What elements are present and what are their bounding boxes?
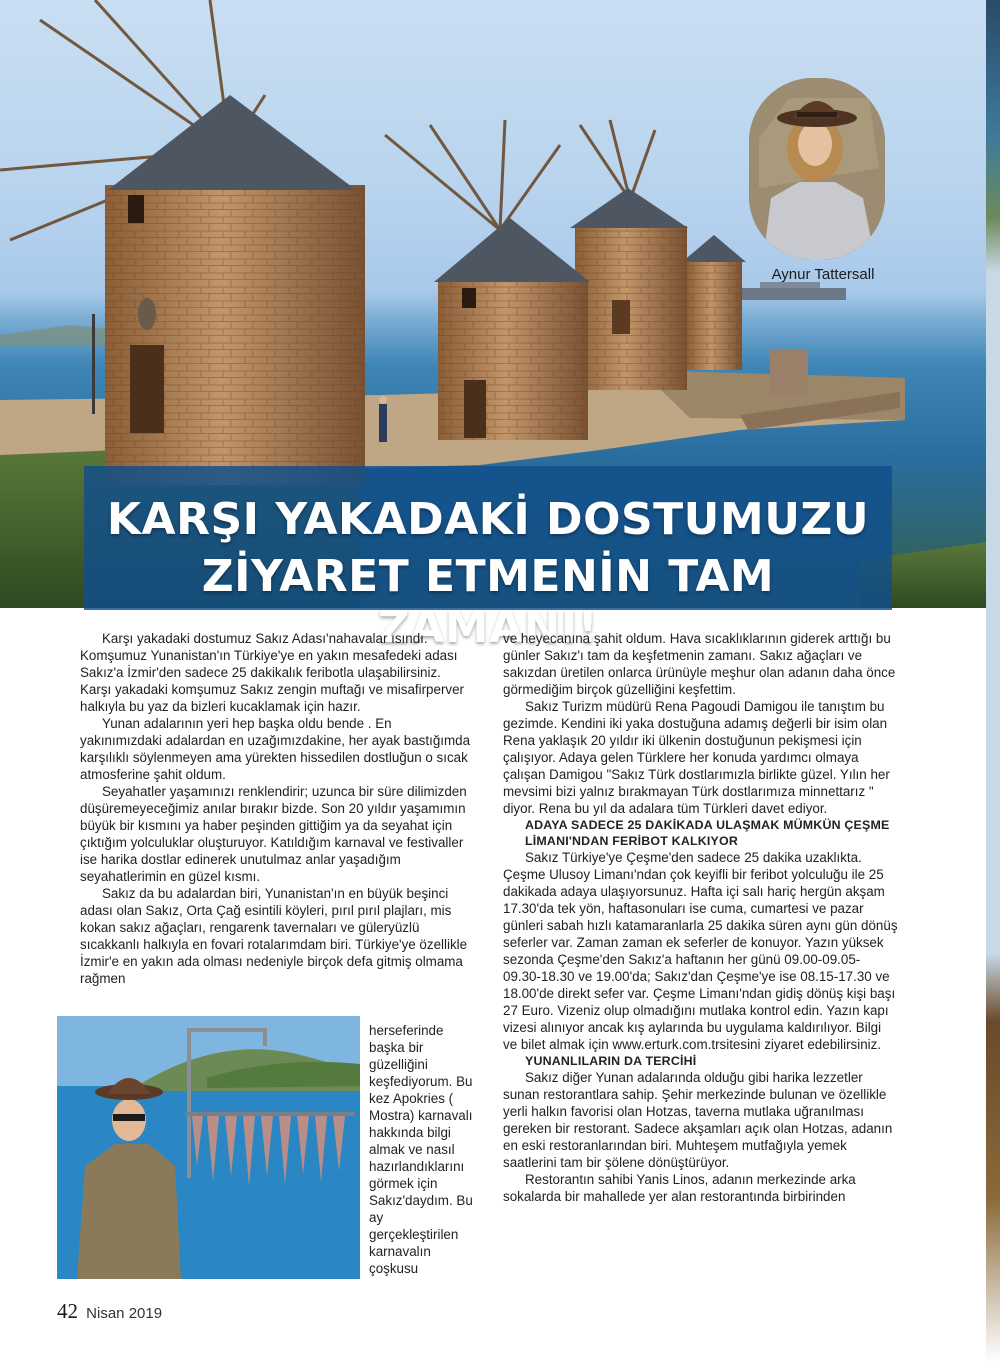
- author-name: Aynur Tattersall: [771, 266, 875, 283]
- paragraph: Seyahatler yaşamınızı renklendirir; uzunca bir süre dilimizden düşüremeyeceğimiz anılar bırakır bizde. Son 20 yıldır yaşamımın büyük bir kısmını ya haber peşinden gittiğim ya da seyahat için çıktığım yolculuklar oluşturuyor. Katıldığım karnaval ve festivaller ise harika dostlar edinerek unutulmaz anlar yaşadığım seyahatlerimin en güzel kısmı.: [80, 784, 467, 884]
- section-heading: YUNANLILARIN DA TERCİHİ: [525, 1054, 697, 1068]
- paragraph: Sakız diğer Yunan adalarında olduğu gibi harika lezzetler sunan restorantlara sahip. Şehir merkezinde bulunan ve özellikle yerli halkın favorisi olan Hotzas, taverna mutlaka uğranılması gereken bir restorant. Sadece akşamları açık olan Hotzas, adanın en eski restoranlarından biri. Muhteşem mutfağıyla yemek saatlerini tam bir şölene dönüştürüyor.: [503, 1070, 893, 1170]
- article-column-1: [80, 630, 475, 987]
- author-octopus-photo: [57, 1016, 360, 1279]
- article-column-2: [503, 630, 898, 1205]
- page-footer: [57, 1299, 162, 1324]
- paragraph: Restorantın sahibi Yanis Linos, adanın merkezinde arka sokalarda bir mahallede yer alan restorantında birbirinden: [503, 1172, 856, 1204]
- paragraph: herseferinde başka bir güzelliğini keşfediyorum. Bu kez Apokries ( Mostra) karnavalı hakkında bilgi almak ve nasıl hazırlandıklarını görmek için Sakız'daydım. Bu ay gerçekleştirilen karnavalın çoşkusu: [369, 1023, 473, 1276]
- paragraph: ve heyecanına şahit oldum. Hava sıcaklıklarının giderek arttığı bu günler Sakız'ı tam da keşfetmenin zamanı. Sakız ağaçları ve sakızdan üretilen onlarca ürünüyle meşhur olan adanın daha önce görmediğim birçok güzelliğini keşfettim.: [503, 631, 896, 697]
- paragraph: Karşı yakadaki dostumuz Sakız Adası'nahavalar ısındı. Komşumuz Yunanistan'ın Türkiye'ye en yakın mesafedeki adası Sakız'a İzmir'den sadece 25 dakikalık feribotla ulaşabilirsiniz. Karşı yakadaki komşumuz Sakız zengin muftağı ve misafirperver halkıyla bu yaz da bizleri kucaklamak için hazır.: [80, 631, 465, 714]
- wrap-text: [369, 1022, 475, 1277]
- adjacent-page-edge: [986, 0, 1000, 1362]
- author-portrait: [749, 78, 885, 260]
- paragraph: Sakız Türkiye'ye Çeşme'den sadece 25 dakika uzaklıkta. Çeşme Ulusoy Limanı'ndan çok keyifli bir feribot yolculuğu ile 25 dakikada adaya ulaşıyorsunuz. Hafta içi salı hariç hergün akşam 17.30'da tek yön, haftasonuları ise cuma, cumartesi ve pazar günleri sabah hızlı katamaranlarla 25 dakika süren aynı gün dönüş seferler var. Zaman zaman ek seferler de konuyor. Yazın yüksek sezonda Çeşme'den Sakız'a haftanın her günü 09.00-09.05-09.30-18.30 ve 19.00'da; Sakız'dan Çeşme'ye ise 08.15-17.30 ve 18.00'de direkt sefer var. Çeşme Limanı'ndan gidiş dönüş kişi başı 27 Euro. Vizeniz olup olmadığını mutlaka kontrol edin. Yazın kapı vizesi alınıyor ancak kış aylarında bu uygulama kaldırılıyor. Bilgi ve bilet almak için www.erturk.com.trsitesini ziyaret edebilirsiniz.: [503, 850, 898, 1052]
- paragraph: Sakız da bu adalardan biri, Yunanistan'ın en büyük beşinci adası olan Sakız, Orta Çağ esintili köyleri, pırıl pırıl plajları, mis kokan sakız ağaçları, rengarenk tavernaları ve güleryüzlü sıcakkanlı halkıyla en fovari rotalarımdam biri. Türkiye'ye özellikle İzmir'e en yakın ada olması nedeniyle birçok defa gitmiş olmama rağmen: [80, 886, 468, 986]
- article-title-line-1: KARŞI YAKADAKİ DOSTUMUZU: [106, 494, 870, 545]
- paragraph: Sakız Turizm müdürü Rena Pagoudi Damigou ile tanıştım bu gezimde. Kendini iki yaka dostuğuna adamış değerli bir isim olan Rena yaklaşık 20 yıldır iki ülkenin dostuğunun pekişmesi için çalışıyor. Adaya gelen Türklere her konuda yardımcı olmaya çalışan Damigou "Sakız Türk dostlarımızla birlikte güzel. Yılın her mevsimi bizi yalnız bırakmayan Türk dostlarımıza minnettarız " diyor. Rena bu yıl da adalara tüm Türkleri davet ediyor.: [503, 699, 890, 816]
- section-heading: ADAYA SADECE 25 DAKİKADA ULAŞMAK MÜMKÜN ÇEŞME LİMANI'NDAN FERİBOT KALKIYOR: [525, 818, 890, 848]
- paragraph: Yunan adalarının yeri hep başka oldu bende . En yakınımızdaki adalardan en uzağımızdakine, her ayak bastığımda karşılıklı söylenmeyen ama yürekten hissedilen dostluğun o sıcak atmosferine şahit oldum.: [80, 716, 471, 782]
- article-title-line-2: ZİYARET ETMENİN TAM ZAMANI!: [201, 551, 775, 653]
- issue-date: Nisan 2019: [86, 1305, 163, 1322]
- page-number: 42: [57, 1299, 78, 1323]
